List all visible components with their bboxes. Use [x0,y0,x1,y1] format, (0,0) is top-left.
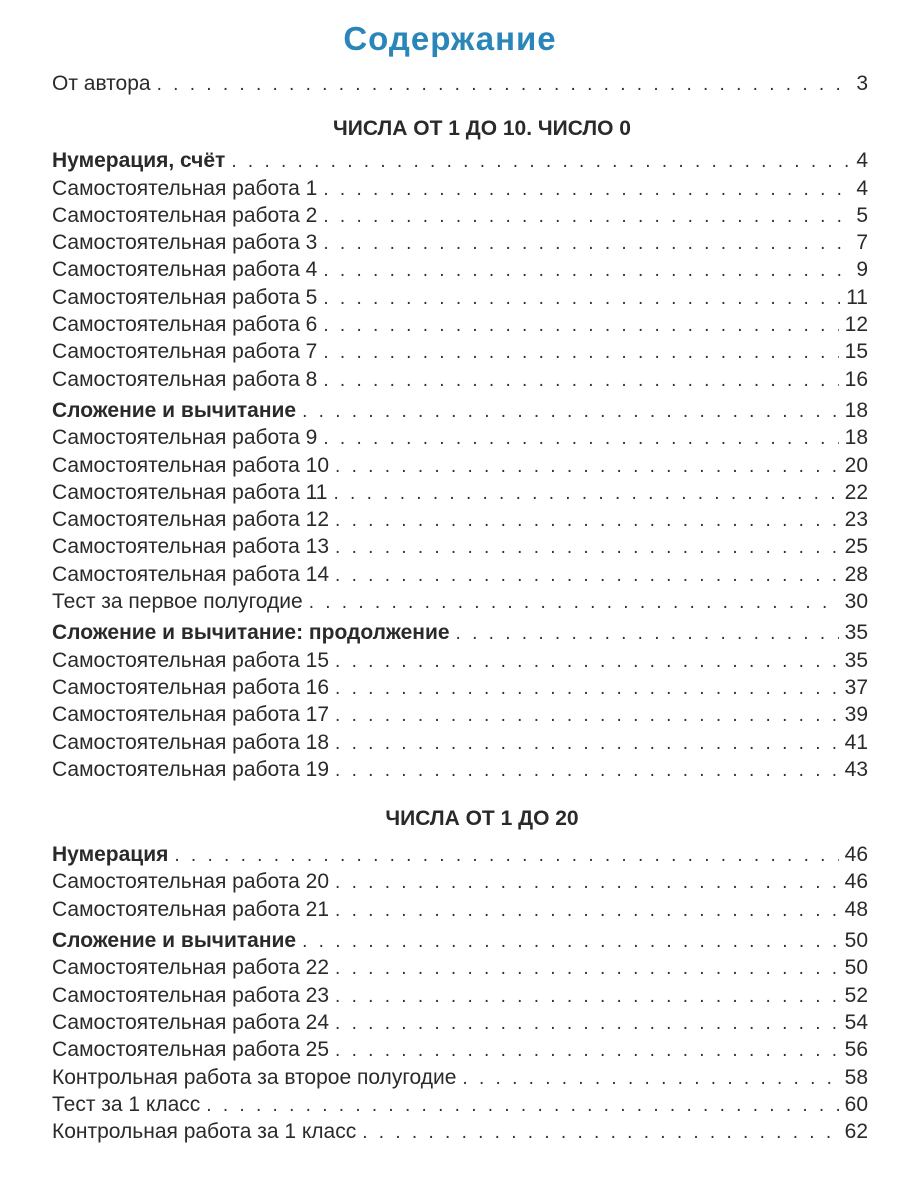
dot-leader [335,675,839,702]
toc-entry [52,479,868,506]
toc-entry [52,1064,868,1091]
toc-entry-label: Сложение и вычитание [52,929,297,953]
toc-entry-page: 4 [856,176,868,200]
dot-leader [456,620,839,647]
table-of-contents [52,70,868,1145]
toc-entry [52,674,868,701]
toc-entry-label: Самостоятельная работа 2 [52,203,318,227]
dot-leader [335,897,839,924]
toc-entry-label: Самостоятельная работа 9 [52,426,318,450]
toc-entry [52,424,868,451]
toc-entry-label: Самостоятельная работа 7 [52,340,318,364]
toc-entry-page: 11 [846,285,868,309]
toc-entry-label: Самостоятельная работа 22 [52,956,330,980]
toc-entry-page: 18 [844,426,868,450]
dot-leader [323,257,850,284]
toc-entry-label: Нумерация, счёт [52,149,226,173]
toc-entry-label: Самостоятельная работа 13 [52,535,330,559]
dot-leader [323,230,850,257]
toc-entry-label: Самостоятельная работа 6 [52,313,318,337]
toc-entry-label: Сложение и вычитание [52,398,297,422]
toc-entry-label: Тест за первое полугодие [52,590,303,614]
toc-entry-page: 35 [844,648,868,672]
toc-entry-label: Самостоятельная работа 24 [52,1010,330,1034]
toc-entry [52,1091,868,1118]
dot-leader [335,702,839,729]
toc-entry-label: Самостоятельная работа 16 [52,675,330,699]
toc-entry-label: Самостоятельная работа 3 [52,231,318,255]
toc-entry-intro [52,70,868,97]
toc-entry [52,896,868,923]
toc-entry-page: 52 [844,983,868,1007]
dot-leader [157,71,851,98]
toc-section-heading [52,927,868,954]
part-heading: ЧИСЛА ОТ 1 ДО 20 [385,807,579,831]
dot-leader [309,589,839,616]
toc-entry [52,311,868,338]
toc-entry-label: Контрольная работа за 1 класс [52,1120,357,1144]
toc-entry-page: 15 [844,340,868,364]
toc-entry-page: 46 [844,870,868,894]
dot-leader [362,1119,838,1146]
toc-entry-page: 37 [844,675,868,699]
toc-entry-page: 16 [844,367,868,391]
dot-leader [335,869,839,896]
dot-leader [335,562,839,589]
toc-entry [52,982,868,1009]
toc-entry [52,1118,868,1145]
dot-leader [323,285,840,312]
toc-entry-page: 12 [844,313,868,337]
toc-entry-label: Самостоятельная работа 19 [52,757,330,781]
toc-entry-label: Сложение и вычитание: продолжение [52,621,450,645]
toc-entry-page: 30 [844,590,868,614]
toc-entry-page: 5 [856,203,868,227]
toc-entry [52,256,868,283]
toc-entry-page: 20 [844,453,868,477]
toc-entry-page: 58 [844,1065,868,1089]
dot-leader [335,730,839,757]
toc-entry [52,868,868,895]
toc-entry [52,506,868,533]
toc-entry-label: Самостоятельная работа 21 [52,897,330,921]
dot-leader [302,398,839,425]
toc-entry-label: Нумерация [52,843,169,867]
dot-leader [323,367,838,394]
dot-leader [462,1065,838,1092]
dot-leader [323,425,838,452]
toc-entry [52,229,868,256]
dot-leader [335,1037,839,1064]
dot-leader [333,480,838,507]
toc-entry-page: 41 [844,730,868,754]
toc-entry-label: Самостоятельная работа 17 [52,703,330,727]
dot-leader [335,534,839,561]
dot-leader [302,928,839,955]
toc-entry-page: 50 [844,956,868,980]
toc-entry-label: Самостоятельная работа 25 [52,1038,330,1062]
toc-entry-page: 62 [844,1120,868,1144]
toc-section-heading [52,147,868,174]
toc-entry-label: Самостоятельная работа 5 [52,285,318,309]
toc-entry-label: Самостоятельная работа 10 [52,453,330,477]
toc-entry-label: От автора [52,72,151,95]
toc-entry-label: Самостоятельная работа 4 [52,258,318,282]
toc-entry-page: 22 [844,480,868,504]
toc-entry-label: Самостоятельная работа 23 [52,983,330,1007]
dot-leader [335,1010,839,1037]
toc-entry [52,1036,868,1063]
toc-entry-page: 35 [844,621,868,645]
toc-section-heading [52,397,868,424]
toc-entry [52,647,868,674]
toc-entry-page: 9 [856,258,868,282]
toc-entry-page: 28 [844,562,868,586]
dot-leader [335,507,839,534]
page-title: Содержание [343,20,557,57]
dot-leader [323,339,838,366]
toc-entry-label: Самостоятельная работа 20 [52,870,330,894]
toc-entry [52,561,868,588]
toc-entry [52,756,868,783]
toc-entry-label: Самостоятельная работа 15 [52,648,330,672]
toc-entry-page: 18 [844,398,868,422]
toc-entry-page: 56 [844,1038,868,1062]
toc-section-heading [52,841,868,868]
toc-entry [52,175,868,202]
toc-entry-page: 54 [844,1010,868,1034]
dot-leader [335,757,839,784]
toc-parts [52,113,868,1145]
toc-entry-page: 48 [844,897,868,921]
toc-entry [52,1009,868,1036]
toc-entry-label: Самостоятельная работа 11 [52,480,328,504]
toc-entry [52,729,868,756]
toc-entry-label: Контрольная работа за второе полугодие [52,1065,457,1089]
toc-entry-label: Тест за 1 класс [52,1092,201,1116]
toc-entry [52,533,868,560]
part-heading: ЧИСЛА ОТ 1 ДО 10. ЧИСЛО 0 [333,117,631,141]
dot-leader [206,1092,838,1119]
toc-entry [52,284,868,311]
toc-entry [52,954,868,981]
dot-leader [335,955,839,982]
toc-entry-page: 46 [844,843,868,867]
toc-entry-page: 23 [844,508,868,532]
dot-leader [323,312,838,339]
toc-entry-label: Самостоятельная работа 8 [52,367,318,391]
toc-entry-page: 50 [844,929,868,953]
toc-entry [52,701,868,728]
dot-leader [335,648,839,675]
toc-entry-page: 7 [856,231,868,255]
toc-entry-page: 43 [844,757,868,781]
toc-entry-page: 60 [844,1092,868,1116]
dot-leader [335,983,839,1010]
dot-leader [174,842,838,869]
toc-entry-label: Самостоятельная работа 14 [52,562,330,586]
dot-leader [231,148,850,175]
toc-entry [52,366,868,393]
toc-entry-label: Самостоятельная работа 12 [52,508,330,532]
toc-entry-label: Самостоятельная работа 1 [52,176,318,200]
toc-section-heading [52,619,868,646]
toc-entry-page: 4 [856,149,868,173]
toc-entry [52,588,868,615]
dot-leader [323,176,850,203]
toc-entry-page: 25 [844,535,868,559]
dot-leader [335,453,839,480]
toc-entry [52,202,868,229]
toc-entry-page: 3 [856,72,868,95]
toc-entry [52,452,868,479]
toc-entry [52,338,868,365]
dot-leader [323,203,850,230]
toc-entry-page: 39 [844,703,868,727]
toc-entry-label: Самостоятельная работа 18 [52,730,330,754]
